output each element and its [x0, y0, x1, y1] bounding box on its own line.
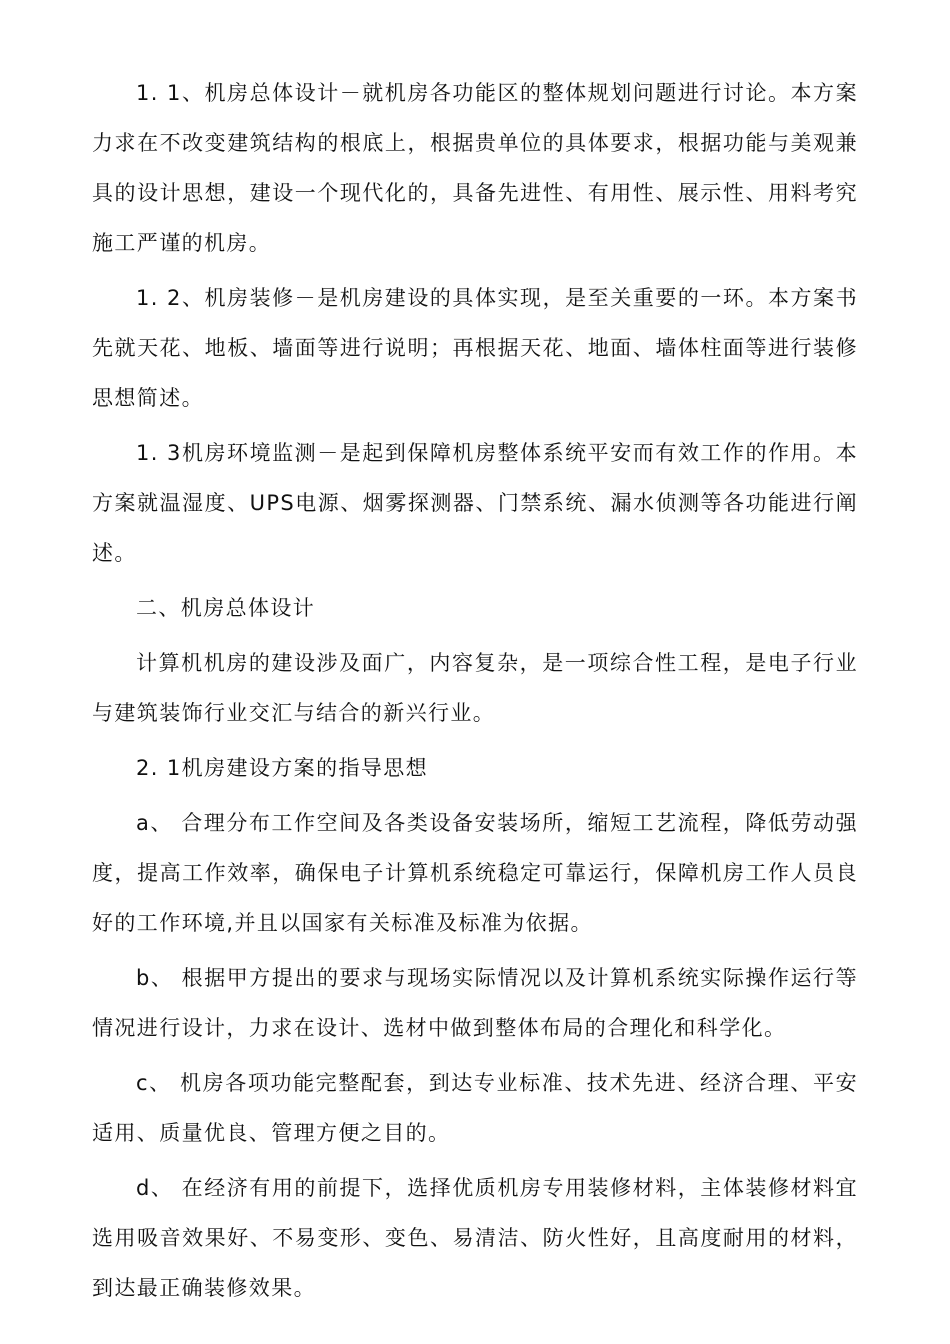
paragraph-computer-room-intro: 计算机机房的建设涉及面广，内容复杂，是一项综合性工程，是电子行业与建筑装饰行业交汇与结合的新兴行业。	[92, 651, 858, 725]
paragraph-decoration: 1. 2、机房装修－是机房建设的具体实现，是至关重要的一环。本方案书先就天花、地板、墙面等进行说明；再根据天花、地面、墙体柱面等进行装修思想简述。	[92, 286, 858, 410]
subsection-heading-guiding-ideas: 2. 1机房建设方案的指导思想	[136, 756, 429, 780]
list-item-b: b、 根据甲方提出的要求与现场实际情况以及计算机系统实际操作运行等情况进行设计，力求在设计、选材中做到整体布局的合理化和科学化。	[92, 966, 858, 1040]
list-item-c: c、 机房各项功能完整配套，到达专业标准、技术先进、经济合理、平安适用、质量优良、管理方便之目的。	[92, 1071, 858, 1145]
paragraph-design-overview: 1. 1、机房总体设计－就机房各功能区的整体规划问题进行讨论。本方案力求在不改变建筑结构的根底上，根据贵单位的具体要求，根据功能与美观兼具的设计思想，建设一个现代化的，具备先进性、有用性、展示性、用料考究施工严谨的机房。	[92, 81, 858, 255]
paragraph-environment-monitoring: 1. 3机房环境监测－是起到保障机房整体系统平安而有效工作的作用。本方案就温湿度、UPS电源、烟雾探测器、门禁系统、漏水侦测等各功能进行阐述。	[92, 441, 858, 565]
list-item-d: d、 在经济有用的前提下，选择优质机房专用装修材料，主体装修材料宜选用吸音效果好、不易变形、变色、易清洁、防火性好，且高度耐用的材料，到达最正确装修效果。	[92, 1176, 858, 1300]
list-item-a: a、 合理分布工作空间及各类设备安装场所，缩短工艺流程，降低劳动强度，提高工作效率，确保电子计算机系统稳定可靠运行，保障机房工作人员良好的工作环境,并且以国家有关标准及标准为依据。	[92, 811, 858, 935]
document-body	[92, 68, 858, 1313]
section-heading-overall-design: 二、机房总体设计	[136, 596, 316, 620]
